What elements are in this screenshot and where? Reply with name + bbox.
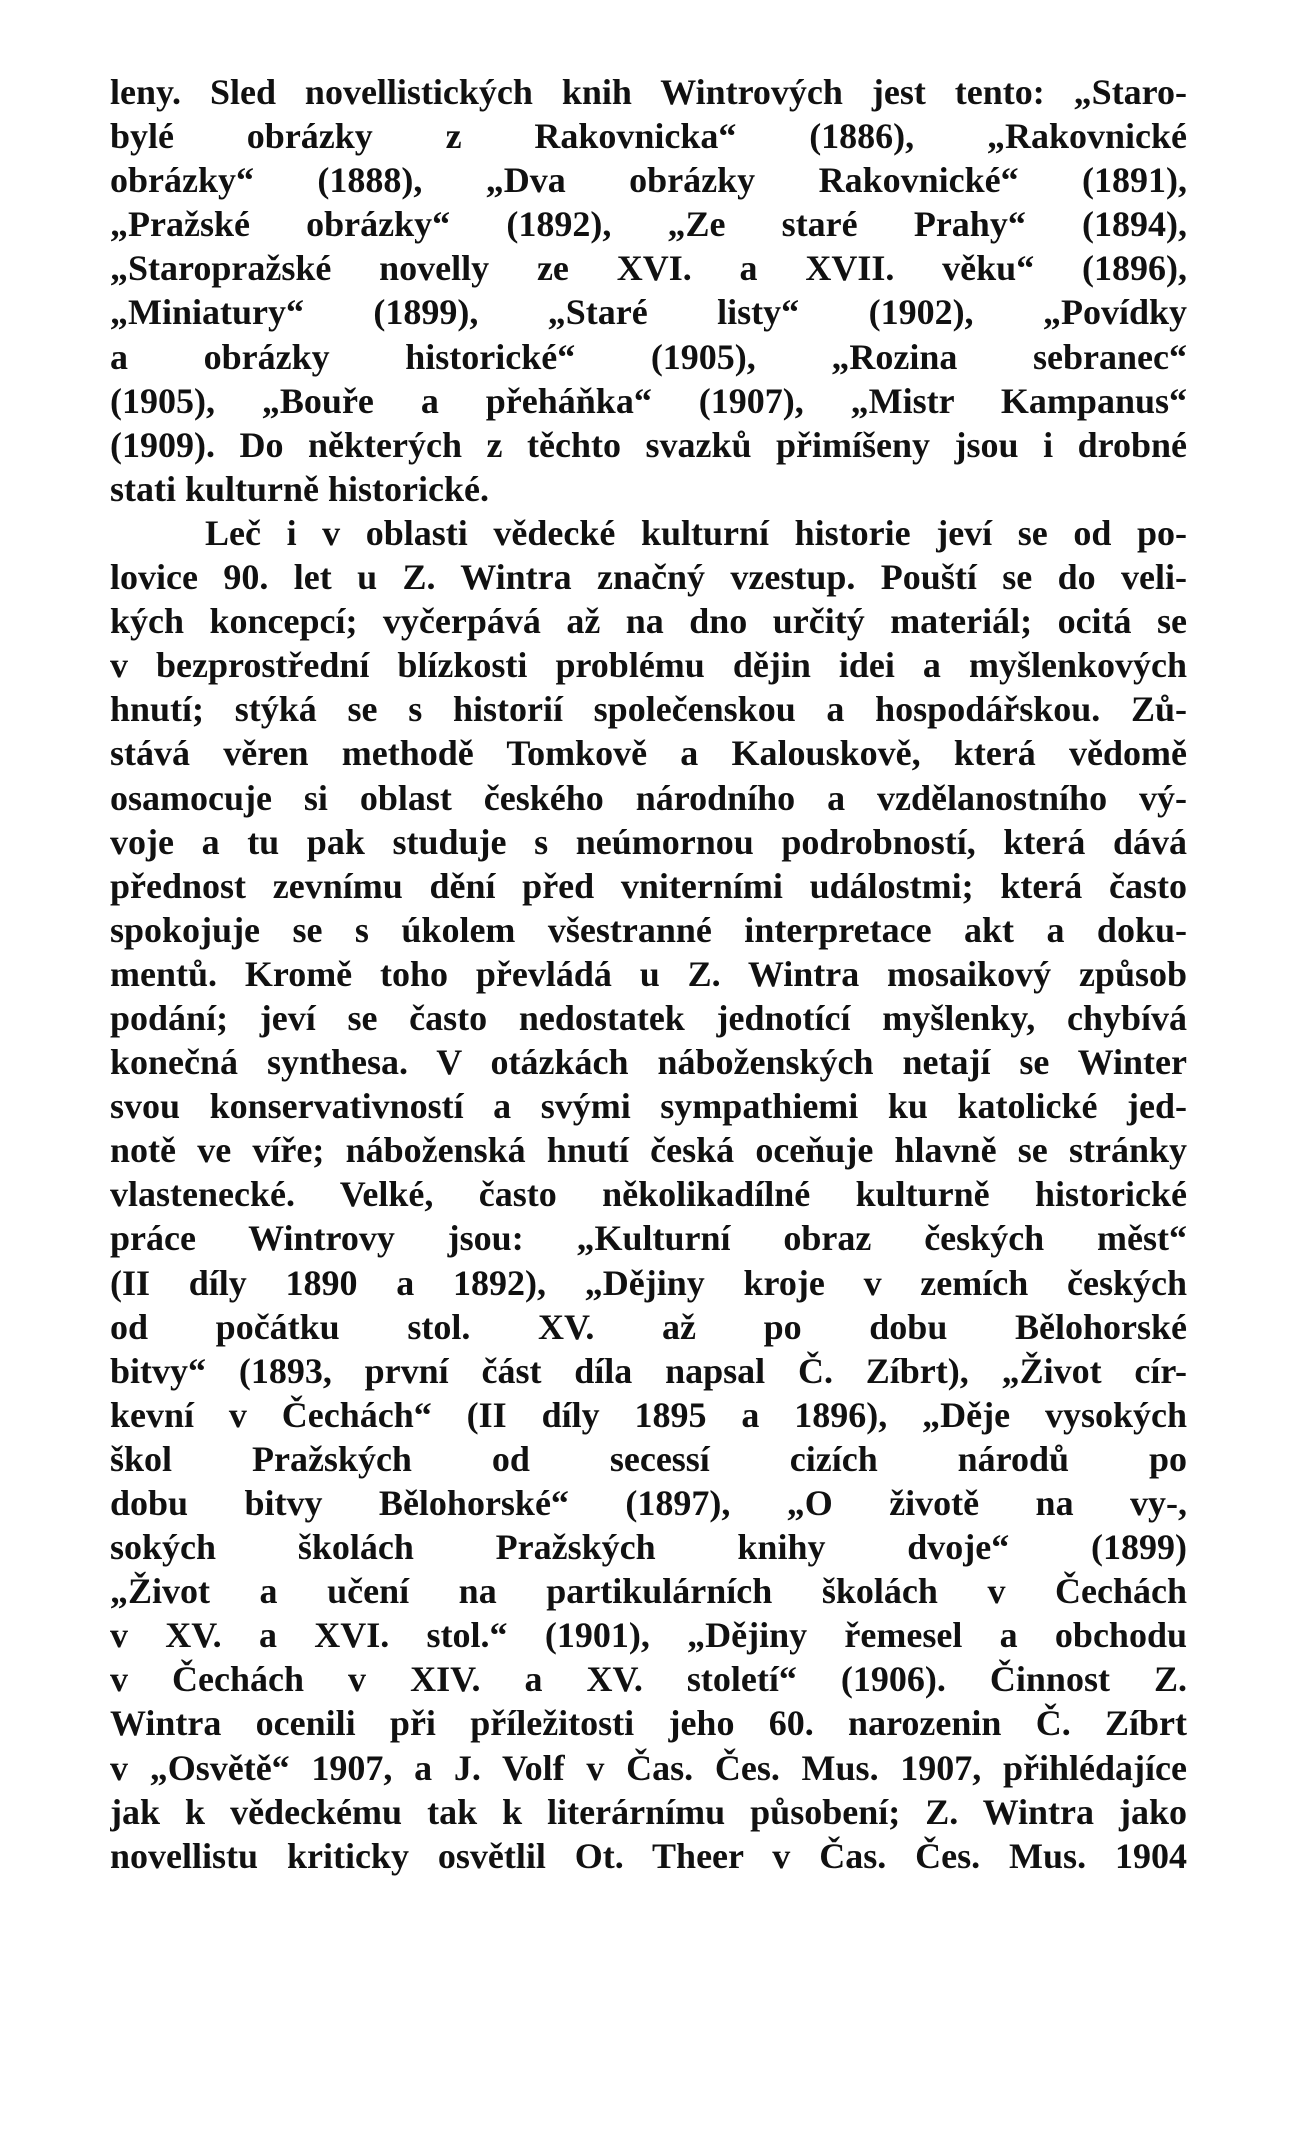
text-line: notě ve víře; náboženská hnutí česká oceňuje hlavně se stránky [110,1130,1187,1171]
text-line: podání; jeví se často nedostatek jednotící myšlenky, chybívá [110,997,1187,1038]
text-line: (1909). Do některých z těchto svazků přimíšeny jsou i drobné [110,424,1187,465]
text-line: „Miniatury“ (1899), „Staré listy“ (1902), „Povídky [110,292,1187,333]
paragraph-1 [110,70,1187,511]
text-line: bylé obrázky z Rakovnicka“ (1886), „Rakovnické [110,116,1187,157]
text-line: a obrázky historické“ (1905), „Rozina sebranec“ [110,336,1187,377]
text-line: „Život a učení na partikulárních školách v Čechách [110,1571,1187,1612]
text-line: vlastenecké. Velké, často několikadílné kulturně historické [110,1174,1187,1215]
text-line: v „Osvětě“ 1907, a J. Volf v Čas. Čes. Mus. 1907, přihlédajíce [110,1747,1187,1788]
text-line: svou konservativností a svými sympathiemi ku katolické jed- [110,1086,1187,1127]
text-line: stává věren methodě Tomkově a Kalouskově, která vědomě [110,733,1187,774]
text-line: „Staropražské novelly ze XVI. a XVII. věku“ (1896), [110,248,1187,289]
text-line: bitvy“ (1893, první část díla napsal Č. Zíbrt), „Život cír- [110,1350,1187,1391]
text-line: hnutí; stýká se s historií společenskou a hospodářskou. Zů- [110,689,1187,730]
text-line: dobu bitvy Bělohorské“ (1897), „O životě na vy-, [110,1483,1187,1523]
text-line: od počátku stol. XV. až po dobu Bělohorské [110,1306,1187,1347]
text-line: kevní v Čechách“ (II díly 1895 a 1896), „Děje vysokých [110,1394,1187,1435]
text-line: přednost zevnímu dění před vniterními událostmi; která často [110,865,1187,906]
text-line: novellistu kriticky osvětlil Ot. Theer v Čas. Čes. Mus. 1904 [110,1835,1187,1876]
text-line: spokojuje se s úkolem všestranné interpretace akt a doku- [110,909,1187,950]
text-line: osamocuje si oblast českého národního a vzdělanostního vý- [110,777,1187,818]
text-line: lovice 90. let u Z. Wintra značný vzestup. Pouští se do veli- [110,557,1187,598]
text-line: škol Pražských od secessí cizích národů po [110,1438,1187,1479]
text-line: „Pražské obrázky“ (1892), „Ze staré Prahy“ (1894), [110,204,1187,245]
text-line: mentů. Kromě toho převládá u Z. Wintra mosaikový způsob [110,953,1187,994]
text-line: v XV. a XVI. stol.“ (1901), „Dějiny řemesel a obchodu [110,1615,1187,1656]
text-line: v Čechách v XIV. a XV. století“ (1906). Činnost Z. [110,1659,1187,1700]
text-line: stati kulturně historické. [110,468,490,509]
text-line: Leč i v oblasti vědecké kulturní historie jeví se od po- [205,512,1187,553]
text-line: práce Wintrovy jsou: „Kulturní obraz českých měst“ [110,1218,1187,1259]
text-line: v bezprostřední blízkosti problému dějin idei a myšlenkových [110,645,1187,686]
text-line: konečná synthesa. V otázkách náboženských netají se Winter [110,1042,1187,1083]
text-line: jak k vědeckému tak k literárnímu působení; Z. Wintra jako [110,1791,1187,1832]
text-line: obrázky“ (1888), „Dva obrázky Rakovnické“ (1891), [110,160,1187,201]
body-text [110,70,1187,1878]
text-line: leny. Sled novellistických knih Wintrových jest tento: „Staro- [110,72,1187,112]
text-line: voje a tu pak studuje s neúmornou podrobností, která dává [110,821,1187,862]
text-line: (1905), „Bouře a přeháňka“ (1907), „Mistr Kampanus“ [110,380,1187,421]
text-line: (II díly 1890 a 1892), „Dějiny kroje v zemích českých [110,1262,1187,1303]
text-line: sokých školách Pražských knihy dvoje“ (1899) [110,1527,1187,1568]
paragraph-2 [110,511,1187,1878]
text-line: Wintra ocenili při příležitosti jeho 60. narozenin Č. Zíbrt [110,1703,1187,1744]
text-line: kých koncepcí; vyčerpává až na dno určitý materiál; ocitá se [110,601,1187,642]
